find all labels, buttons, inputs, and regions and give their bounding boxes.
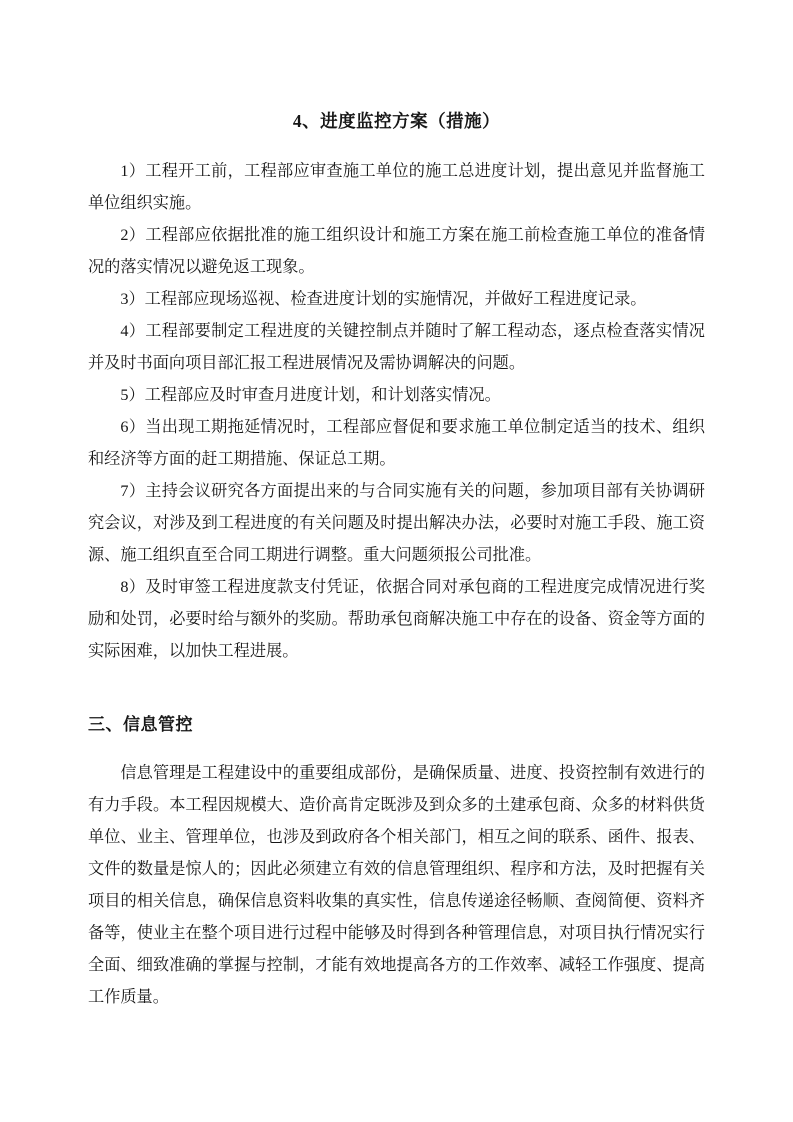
measure-item-2: 2）工程部应依据批准的施工组织设计和施工方案在施工前检查施工单位的准备情况的落实情况以避免返工现象。 — [88, 226, 705, 276]
measure-item-1: 1）工程开工前，工程部应审查施工单位的施工总进度计划，提出意见并监督施工单位组织实施。 — [88, 162, 705, 212]
measure-item-6: 6）当出现工期拖延情况时，工程部应督促和要求施工单位制定适当的技术、组织和经济等方面的赶工期措施、保证总工期。 — [88, 418, 705, 468]
section-heading-information-control: 三、信息管控 — [88, 715, 193, 734]
measure-item-4: 4）工程部要制定工程进度的关键控制点并随时了解工程动态，逐点检查落实情况并及时书面向项目部汇报工程进展情况及需协调解决的问题。 — [88, 322, 705, 372]
document-title: 4、进度监控方案（措施） — [292, 111, 501, 131]
information-control-paragraph: 信息管理是工程建设中的重要组成部份，是确保质量、进度、投资控制有效进行的有力手段。本工程因规模大、造价高肯定既涉及到众多的土建承包商、众多的材料供货单位、业主、管理单位，也涉及到政府各个相关部门，相互之间的联系、函件、报表、文件的数量是惊人的；因此必须建立有效的信息管理组织、程序和方法，及时把握有关项目的相关信息，确保信息资料收集的真实性，信息传递途径畅顺、查阅简便、资料齐备等，使业主在整个项目进行过程中能够及时得到各种管理信息，对项目执行情况实行全面、细致准确的掌握与控制，才能有效地提高各方的工作效率、减轻工作强度、提高工作质量。 — [88, 764, 705, 1006]
measure-item-7: 7）主持会议研究各方面提出来的与合同实施有关的问题，参加项目部有关协调研究会议，对涉及到工程进度的有关问题及时提出解决办法，必要时对施工手段、施工资源、施工组织直至合同工期进行调整。重大问题须报公司批准。 — [88, 482, 705, 564]
measure-item-8: 8）及时审签工程进度款支付凭证，依据合同对承包商的工程进度完成情况进行奖励和处罚，必要时给与额外的奖励。帮助承包商解决施工中存在的设备、资金等方面的实际困难，以加快工程进展。 — [88, 578, 705, 660]
measure-item-3: 3）工程部应现场巡视、检查进度计划的实施情况，并做好工程进度记录。 — [120, 290, 647, 308]
measure-item-5: 5）工程部应及时审查月进度计划，和计划落实情况。 — [120, 386, 501, 404]
